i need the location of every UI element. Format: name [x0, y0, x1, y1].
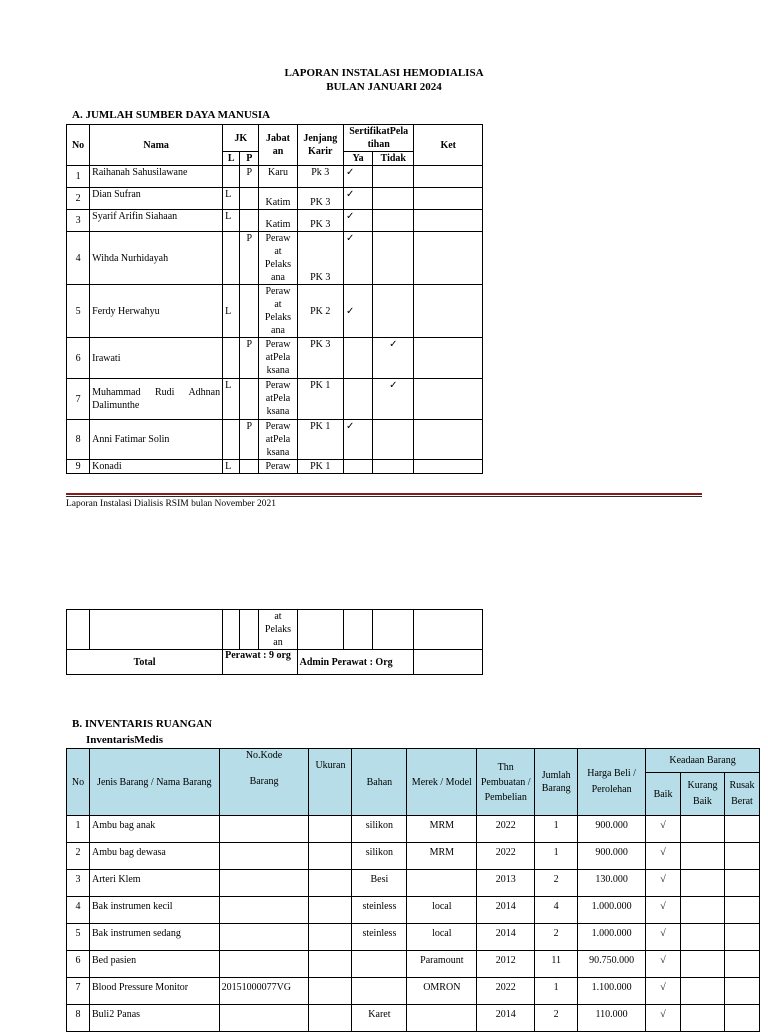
cell-no: 5: [67, 924, 90, 951]
cell-rusak: [724, 924, 759, 951]
cell-jumlah: 2: [535, 870, 578, 897]
inventory-row: [67, 897, 760, 924]
cell-ya: ✓: [343, 210, 372, 232]
cell-jabatan: Katim: [259, 188, 297, 210]
report-title: LAPORAN INSTALASI HEMODIALISA: [284, 67, 484, 79]
cell-nama: Wihda Nurhidayah: [90, 232, 223, 285]
staff-row: [67, 166, 483, 188]
cell-jenjang: PK 1: [297, 460, 343, 474]
footer-divider: [66, 493, 702, 495]
cell-thn: 2022: [477, 978, 535, 1005]
cell-bahan: Karet: [352, 1005, 407, 1032]
cell-kurang: [681, 897, 725, 924]
cell-p: [240, 188, 259, 210]
cell-ket: [414, 379, 483, 420]
header-jk: JK: [223, 125, 259, 152]
inv-header-harga: Harga Beli / Perolehan: [578, 749, 646, 816]
staff-row: [67, 285, 483, 338]
inv-header-rusak: Rusak Berat: [724, 773, 759, 816]
cell-nama: Ferdy Herwahyu: [90, 285, 223, 338]
inv-header-kurang: Kurang Baik: [681, 773, 725, 816]
cell-jenis: Buli2 Panas: [89, 1005, 219, 1032]
cell-kode: [219, 1005, 309, 1032]
staff-table-continuation: [66, 609, 483, 675]
cell-l: L: [223, 379, 240, 420]
cell-kode: [219, 843, 309, 870]
inv-header-no: No: [67, 749, 90, 816]
cell-jabatan: Peraw atPela ksana: [259, 338, 297, 379]
cell-no: 7: [67, 379, 90, 420]
cell-baik: √: [646, 924, 681, 951]
cell-nama: Muhammad Rudi Adhnan Dalimunthe: [90, 379, 223, 420]
cell-no: 2: [67, 188, 90, 210]
staff-row: [67, 379, 483, 420]
section-b-subheading: InventarisMedis: [86, 734, 163, 746]
cell-jabatan-cont: at Pelaks an: [259, 610, 297, 650]
header-sertifikat: SertifikatPela tihan: [343, 125, 414, 152]
cell-rusak: [724, 816, 759, 843]
cell-bahan: silikon: [352, 843, 407, 870]
cell-no: 8: [67, 1005, 90, 1032]
cell-bahan: steinless: [352, 897, 407, 924]
cell-baik: √: [646, 978, 681, 1005]
cell-jumlah: 2: [535, 924, 578, 951]
cell-baik: √: [646, 951, 681, 978]
cell-baik: √: [646, 897, 681, 924]
header-l: L: [223, 152, 240, 166]
cell-jumlah: 4: [535, 897, 578, 924]
cell-merek: MRM: [407, 816, 477, 843]
cell-nama: Raihanah Sahusilawane: [90, 166, 223, 188]
inv-header-ukuran: Ukuran: [309, 749, 352, 816]
total-label: Total: [67, 650, 223, 675]
cell-kode: [219, 870, 309, 897]
cell-ya: [343, 379, 372, 420]
cell-kurang: [681, 978, 725, 1005]
cell-jabatan: Peraw: [259, 460, 297, 474]
cell-tidak: ✓: [373, 338, 414, 379]
cell-jenjang: PK 2: [297, 285, 343, 338]
cell-jabatan: Peraw at Pelaks ana: [259, 285, 297, 338]
inv-header-jumlah: Jumlah Barang: [535, 749, 578, 816]
cell-ket: [414, 285, 483, 338]
inv-header-baik: Baik: [646, 773, 681, 816]
cell-ket: [414, 188, 483, 210]
cell-thn: 2014: [477, 1005, 535, 1032]
header-no: No: [67, 125, 90, 166]
staff-table: [66, 124, 483, 474]
cell-p: [240, 379, 259, 420]
cell-jumlah: 1: [535, 843, 578, 870]
cell-rusak: [724, 870, 759, 897]
cell-p: [240, 285, 259, 338]
cell-l: L: [223, 460, 240, 474]
cell-ket: [414, 166, 483, 188]
cell-jenis: Ambu bag anak: [89, 816, 219, 843]
cell-jenis: Arteri Klem: [89, 870, 219, 897]
cell-jenis: Blood Pressure Monitor: [89, 978, 219, 1005]
cell-nama: Irawati: [90, 338, 223, 379]
header-nama: Nama: [90, 125, 223, 166]
cell-thn: 2014: [477, 924, 535, 951]
section-b-heading: B. INVENTARIS RUANGAN: [72, 718, 213, 730]
cell-tidak: [373, 420, 414, 460]
cell-ket: [414, 232, 483, 285]
cell-no: 5: [67, 285, 90, 338]
cell-ket: [414, 338, 483, 379]
inv-header-bahan: Bahan: [352, 749, 407, 816]
cell-bahan: Besi: [352, 870, 407, 897]
cell-no: 2: [67, 843, 90, 870]
inventory-row: [67, 924, 760, 951]
cell-l: L: [223, 188, 240, 210]
cell-ya: ✓: [343, 188, 372, 210]
cell-jabatan: Katim: [259, 210, 297, 232]
total-admin: Admin Perawat : Org: [297, 650, 414, 675]
cell-kurang: [681, 843, 725, 870]
cell-jenjang: Pk 3: [297, 166, 343, 188]
cell-rusak: [724, 1005, 759, 1032]
cell-bahan: steinless: [352, 924, 407, 951]
section-a-heading: A. JUMLAH SUMBER DAYA MANUSIA: [72, 109, 271, 121]
cell-no: 6: [67, 338, 90, 379]
inv-header-jenis: Jenis Barang / Nama Barang: [89, 749, 219, 816]
cell-tidak: ✓: [373, 379, 414, 420]
inventory-row: [67, 951, 760, 978]
inventory-row: [67, 843, 760, 870]
cell-p: P: [240, 166, 259, 188]
inventory-row: [67, 816, 760, 843]
cell-p: P: [240, 420, 259, 460]
cell-harga: 90.750.000: [578, 951, 646, 978]
staff-row: [67, 232, 483, 285]
inventory-row: [67, 1005, 760, 1032]
staff-row: [67, 460, 483, 474]
cell-harga: 1.100.000: [578, 978, 646, 1005]
inv-header-kode-2: Barang: [249, 776, 279, 787]
cell-jabatan: Peraw at Pelaks ana: [259, 232, 297, 285]
cell-harga: 110.000: [578, 1005, 646, 1032]
cell-kode: [219, 816, 309, 843]
header-tidak: Tidak: [373, 152, 414, 166]
cell-kurang: [681, 816, 725, 843]
cell-bahan: [352, 951, 407, 978]
cell-thn: 2013: [477, 870, 535, 897]
header-ket: Ket: [414, 125, 483, 166]
cell-rusak: [724, 951, 759, 978]
inv-header-kode: [219, 749, 309, 816]
cell-harga: 1.000.000: [578, 924, 646, 951]
cell-l: [223, 338, 240, 379]
cell-l: L: [223, 285, 240, 338]
cell-baik: √: [646, 816, 681, 843]
cell-l: L: [223, 210, 240, 232]
report-subtitle: BULAN JANUARI 2024: [326, 81, 442, 93]
cell-jumlah: 1: [535, 816, 578, 843]
cell-ukuran: [309, 1005, 352, 1032]
cell-no: 4: [67, 897, 90, 924]
cell-no: 8: [67, 420, 90, 460]
cell-ukuran: [309, 978, 352, 1005]
page-footer: Laporan Instalasi Dialisis RSIM bulan November 2021: [66, 499, 277, 509]
cell-jenis: Bak instrumen sedang: [89, 924, 219, 951]
cell-jenjang: PK 1: [297, 420, 343, 460]
inv-header-keadaan: Keadaan Barang: [646, 749, 760, 773]
cell-rusak: [724, 843, 759, 870]
inv-header-thn: Thn Pembuatan / Pembelian: [477, 749, 535, 816]
cell-ukuran: [309, 897, 352, 924]
cell-jabatan: Peraw atPela ksana: [259, 379, 297, 420]
header-jabatan: Jabat an: [259, 125, 297, 166]
cell-l: [223, 166, 240, 188]
cell-thn: 2022: [477, 816, 535, 843]
cell-tidak: [373, 232, 414, 285]
cell-ukuran: [309, 870, 352, 897]
staff-row: [67, 188, 483, 210]
cell-baik: √: [646, 843, 681, 870]
cell-l: [223, 420, 240, 460]
cell-jenis: Ambu bag dewasa: [89, 843, 219, 870]
cell-ket: [414, 420, 483, 460]
inv-header-merek: Merek / Model: [407, 749, 477, 816]
cell-tidak: [373, 210, 414, 232]
cell-tidak: [373, 285, 414, 338]
total-perawat: Perawat : 9 org: [223, 650, 298, 675]
cell-thn: 2014: [477, 897, 535, 924]
staff-row: [67, 338, 483, 379]
cell-ya: ✓: [343, 285, 372, 338]
cell-kurang: [681, 951, 725, 978]
cell-p: [240, 210, 259, 232]
cell-ya: ✓: [343, 232, 372, 285]
cell-kurang: [681, 924, 725, 951]
cell-ya: ✓: [343, 166, 372, 188]
inventory-row: [67, 870, 760, 897]
cell-no: 3: [67, 210, 90, 232]
cell-merek: [407, 870, 477, 897]
cell-ukuran: [309, 816, 352, 843]
cell-kurang: [681, 870, 725, 897]
cell-harga: 900.000: [578, 816, 646, 843]
cell-no: 9: [67, 460, 90, 474]
cell-merek: [407, 1005, 477, 1032]
cell-thn: 2022: [477, 843, 535, 870]
inventory-row: [67, 978, 760, 1005]
cell-jabatan: Peraw atPela ksana: [259, 420, 297, 460]
cell-no: 4: [67, 232, 90, 285]
cell-jumlah: 1: [535, 978, 578, 1005]
cell-merek: OMRON: [407, 978, 477, 1005]
cell-ya: [343, 460, 372, 474]
cell-thn: 2012: [477, 951, 535, 978]
cell-tidak: [373, 460, 414, 474]
cell-merek: MRM: [407, 843, 477, 870]
cell-harga: 130.000: [578, 870, 646, 897]
cell-ukuran: [309, 951, 352, 978]
cell-baik: √: [646, 1005, 681, 1032]
cell-jenjang: PK 3: [297, 210, 343, 232]
cell-no: 1: [67, 816, 90, 843]
cell-ya: [343, 338, 372, 379]
footer-divider-thin: [66, 496, 702, 497]
cell-tidak: [373, 188, 414, 210]
staff-row: [67, 420, 483, 460]
cell-jenjang: PK 3: [297, 188, 343, 210]
cell-tidak: [373, 166, 414, 188]
cell-nama: Dian Sufran: [90, 188, 223, 210]
header-ya: Ya: [343, 152, 372, 166]
cell-merek: Paramount: [407, 951, 477, 978]
cell-jenjang: PK 1: [297, 379, 343, 420]
inventory-table: [66, 748, 760, 1032]
cell-jenjang: PK 3: [297, 338, 343, 379]
cell-kode: [219, 924, 309, 951]
cell-l: [223, 232, 240, 285]
cell-p: P: [240, 232, 259, 285]
cell-ukuran: [309, 924, 352, 951]
cell-bahan: [352, 978, 407, 1005]
cell-bahan: silikon: [352, 816, 407, 843]
cell-ukuran: [309, 843, 352, 870]
cell-jumlah: 11: [535, 951, 578, 978]
cell-no: 7: [67, 978, 90, 1005]
cell-nama: Anni Fatimar Solin: [90, 420, 223, 460]
cell-merek: local: [407, 924, 477, 951]
cell-no: 6: [67, 951, 90, 978]
cell-nama: Syarif Arifin Siahaan: [90, 210, 223, 232]
cell-nama: Konadi: [90, 460, 223, 474]
cell-jenis: Bed pasien: [89, 951, 219, 978]
cell-kode: 20151000077VG: [219, 978, 309, 1005]
inv-header-kode-1: No.Kode: [245, 750, 283, 761]
cell-kode: [219, 951, 309, 978]
cell-rusak: [724, 978, 759, 1005]
cell-kode: [219, 897, 309, 924]
cell-ket: [414, 210, 483, 232]
cell-jenjang: PK 3: [297, 232, 343, 285]
cell-no: 1: [67, 166, 90, 188]
cell-p: P: [240, 338, 259, 379]
cell-baik: √: [646, 870, 681, 897]
cell-jabatan: Karu: [259, 166, 297, 188]
cell-no: 3: [67, 870, 90, 897]
cell-harga: 1.000.000: [578, 897, 646, 924]
staff-row: [67, 210, 483, 232]
cell-merek: local: [407, 897, 477, 924]
cell-p: [240, 460, 259, 474]
cell-harga: 900.000: [578, 843, 646, 870]
cell-ket: [414, 460, 483, 474]
cell-ya: ✓: [343, 420, 372, 460]
header-p: P: [240, 152, 259, 166]
cell-rusak: [724, 897, 759, 924]
cell-jenis: Bak instrumen kecil: [89, 897, 219, 924]
cell-jumlah: 2: [535, 1005, 578, 1032]
header-jenjang: Jenjang Karir: [297, 125, 343, 166]
cell-kurang: [681, 1005, 725, 1032]
